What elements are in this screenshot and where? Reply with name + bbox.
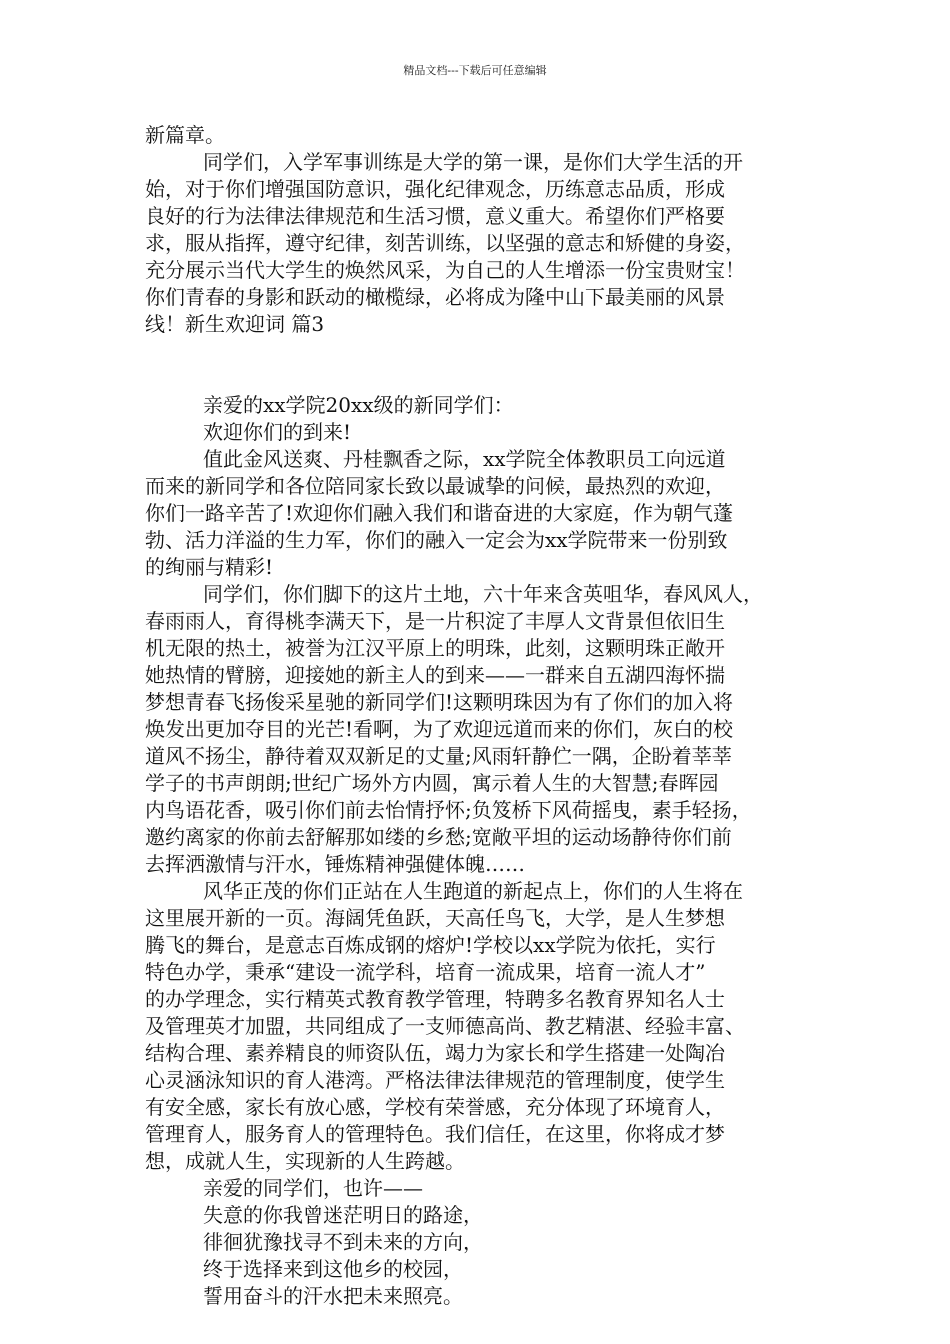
paragraph-line: 内鸟语花香，吸引你们前去怡情抒怀;负笈桥下风荷摇曳，素手轻扬， (145, 798, 752, 822)
paragraph-line: 你们一路辛苦了!欢迎你们融入我们和谐奋进的大家庭，作为朝气蓬 (145, 501, 734, 525)
paragraph-line: 及管理英才加盟，共同组成了一支师德高尚、教艺精湛、经验丰富、 (145, 1014, 745, 1038)
paragraph-line: 始，对于你们增强国防意识，强化纪律观念，历练意志品质，形成 (145, 177, 725, 201)
section-heading-line: 线！新生欢迎词 篇3 (145, 312, 325, 336)
paragraph-line: 春雨雨人，育得桃李满天下，是一片积淀了丰厚人文背景但依旧生 (145, 609, 725, 633)
paragraph-line: 新篇章。 (145, 123, 225, 147)
page-header: 精品文档---下载后可任意编辑 (403, 64, 547, 77)
paragraph-line: 学子的书声朗朗;世纪广场外方内圆，寓示着人生的大智慧;春晖园 (145, 771, 719, 795)
paragraph-line: 同学们，入学军事训练是大学的第一课，是你们大学生活的开 (203, 150, 743, 174)
paragraph-line: 邀约离家的你前去舒解那如缕的乡愁;宽敞平坦的运动场静待你们前 (145, 825, 732, 849)
paragraph-line: 去挥洒激情与汗水，锤炼精神强健体魄…… (145, 852, 525, 876)
blank-gap (145, 338, 820, 392)
paragraph-line: 想，成就人生，实现新的人生跨越。 (145, 1149, 465, 1173)
paragraph-line: 欢迎你们的到来! (203, 420, 352, 444)
paragraph-line: 的绚丽与精彩! (145, 555, 274, 579)
paragraph-line: 值此金风送爽、丹桂飘香之际，xx学院全体教职员工向远道 (203, 447, 726, 471)
paragraph-line: 腾飞的舞台，是意志百炼成钢的熔炉!学校以xx学院为依托，实行 (145, 933, 716, 957)
poem-line: 亲爱的同学们，也许—— (203, 1176, 423, 1200)
paragraph-line: 良好的行为法律法律规范和生活习惯，意义重大。希望你们严格要 (145, 204, 725, 228)
salutation: 亲爱的xx学院20xx级的新同学们： (203, 393, 514, 417)
paragraph-line: 而来的新同学和各位陪同家长致以最诚挚的问候，最热烈的欢迎， (145, 474, 725, 498)
paragraph-line: 她热情的臂膀，迎接她的新主人的到来——一群来自五湖四海怀揣 (145, 663, 725, 687)
paragraph-line: 梦想青春飞扬俊采星驰的新同学们!这颗明珠因为有了你们的加入将 (145, 690, 734, 714)
paragraph-line: 有安全感，家长有放心感，学校有荣誉感，充分体现了环境育人， (145, 1095, 725, 1119)
paragraph-line: 同学们，你们脚下的这片土地，六十年来含英咀华，春风风人， (203, 582, 763, 606)
paragraph-line: 管理育人，服务育人的管理特色。我们信任，在这里，你将成才梦 (145, 1122, 725, 1146)
paragraph-line: 充分展示当代大学生的焕然风采，为自己的人生增添一份宝贵财宝！ (145, 258, 745, 282)
paragraph-line: 心灵涵泳知识的育人港湾。严格法律法律规范的管理制度，使学生 (145, 1068, 725, 1092)
paragraph-line: 结构合理、素养精良的师资队伍，竭力为家长和学生搭建一处陶冶 (145, 1041, 725, 1065)
document-body (145, 122, 820, 1310)
paragraph-line: 勃、活力洋溢的生力军，你们的融入一定会为xx学院带来一份别致 (145, 528, 728, 552)
poem-line: 誓用奋斗的汗水把未来照亮。 (203, 1284, 463, 1308)
paragraph-line: 机无限的热土，被誉为江汉平原上的明珠，此刻，这颗明珠正敞开 (145, 636, 725, 660)
poem-line: 失意的你我曾迷茫明日的路途， (203, 1203, 483, 1227)
poem-line: 终于选择来到这他乡的校园， (203, 1257, 463, 1281)
paragraph-line: 风华正茂的你们正站在人生跑道的新起点上，你们的人生将在 (203, 879, 743, 903)
paragraph-line: 这里展开新的一页。海阔凭鱼跃，天高任鸟飞，大学，是人生梦想 (145, 906, 725, 930)
paragraph-line: 焕发出更加夺目的光芒!看啊，为了欢迎远道而来的你们，灰白的校 (145, 717, 734, 741)
paragraph-line: 特色办学，秉承“建设一流学科，培育一流成果，培育一流人才” (145, 960, 706, 984)
paragraph-line: 的办学理念，实行精英式教育教学管理，特聘多名教育界知名人士 (145, 987, 725, 1011)
paragraph-line: 你们青春的身影和跃动的橄榄绿，必将成为隆中山下最美丽的风景 (145, 285, 725, 309)
poem-line: 徘徊犹豫找寻不到未来的方向， (203, 1230, 483, 1254)
paragraph-line: 求，服从指挥，遵守纪律，刻苦训练，以坚强的意志和矫健的身姿， (145, 231, 745, 255)
paragraph-line: 道风不扬尘，静待着双双新足的丈量;风雨轩静伫一隅，企盼着莘莘 (145, 744, 732, 768)
